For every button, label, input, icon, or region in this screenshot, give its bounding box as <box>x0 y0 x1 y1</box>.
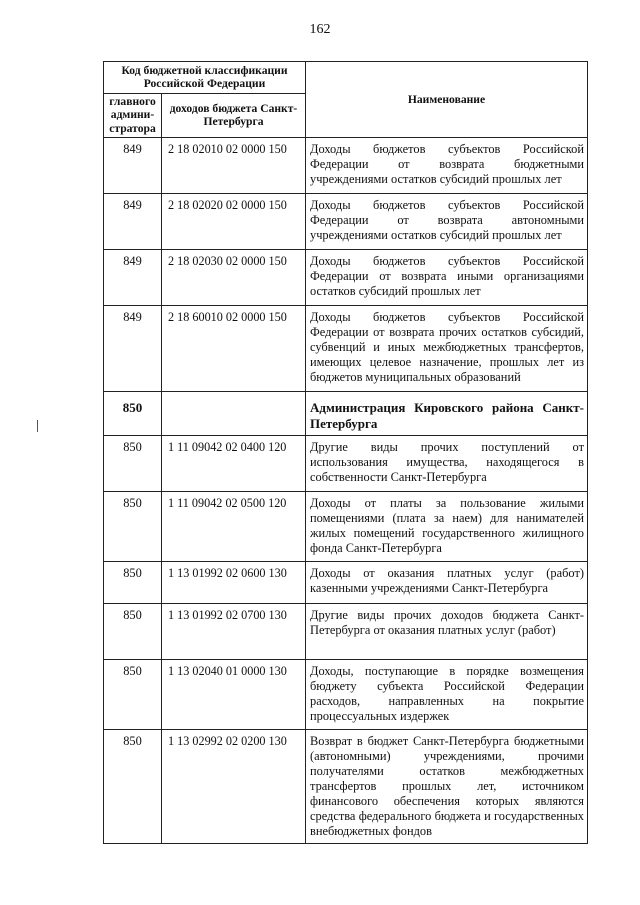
name-cell: Доходы бюджетов субъектов Российской Федерации от возврата иными организациями остатков субсидий прошлых лет <box>306 249 588 305</box>
admin-code-cell: 850 <box>104 435 162 491</box>
admin-code-cell: 850 <box>104 491 162 561</box>
revenue-code-cell: 2 18 02030 02 0000 150 <box>162 249 306 305</box>
name-cell: Другие виды прочих поступлений от использования имущества, находящегося в собственности Санкт-Петербурга <box>306 435 588 491</box>
name-cell: Возврат в бюджет Санкт-Петербурга бюджетными (автономными) учреждениями, прочими получателями остатков межбюджетных трансфертов прошлых лет, источником финансового обеспечения которых являются средства федерального бюджета и государственных внебюджетных фондов <box>306 729 588 843</box>
table-row <box>104 729 588 843</box>
table-row <box>104 561 588 603</box>
name-cell: Другие виды прочих доходов бюджета Санкт-Петербурга от оказания платных услуг (работ) <box>306 603 588 659</box>
revenue-code-cell: 2 18 02010 02 0000 150 <box>162 137 306 193</box>
margin-mark <box>37 420 38 432</box>
table-row <box>104 435 588 491</box>
admin-code-cell: 850 <box>104 603 162 659</box>
revenue-code-cell <box>162 391 306 435</box>
admin-code-cell: 849 <box>104 137 162 193</box>
name-cell: Доходы от платы за пользование жилыми помещениями (плата за наем) для нанимателей жилых помещений государственного жилищного фонда Санкт-Петербурга <box>306 491 588 561</box>
table-row <box>104 193 588 249</box>
revenue-code-cell: 1 13 01992 02 0700 130 <box>162 603 306 659</box>
name-cell: Доходы от оказания платных услуг (работ) казенными учреждениями Санкт-Петербурга <box>306 561 588 603</box>
name-column-header: Наименование <box>306 62 588 138</box>
budget-classification-table <box>103 61 588 844</box>
revenue-code-cell: 1 13 02040 01 0000 130 <box>162 659 306 729</box>
name-cell: Доходы, поступающие в порядке возмещения бюджету субъекта Российской Федерации расходов, направленных на покрытие процессуальных издержек <box>306 659 588 729</box>
classification-header: Код бюджетной классификации Российской Федерации <box>104 62 306 94</box>
name-cell: Доходы бюджетов субъектов Российской Федерации от возврата автономными учреждениями остатков субсидий прошлых лет <box>306 193 588 249</box>
admin-code-cell: 850 <box>104 659 162 729</box>
section-row <box>104 391 588 435</box>
revenue-code-cell: 1 11 09042 02 0400 120 <box>162 435 306 491</box>
revenue-code-cell: 2 18 02020 02 0000 150 <box>162 193 306 249</box>
name-cell: Доходы бюджетов субъектов Российской Федерации от возврата бюджетными учреждениями остатков субсидий прошлых лет <box>306 137 588 193</box>
revenue-code-cell: 1 13 01992 02 0600 130 <box>162 561 306 603</box>
admin-code-cell: 849 <box>104 249 162 305</box>
table-row <box>104 491 588 561</box>
page-number: 162 <box>309 22 331 37</box>
admin-code-cell: 850 <box>104 391 162 435</box>
revenue-column-header: доходов бюджета Санкт-Петербурга <box>162 93 306 137</box>
name-cell: Администрация Кировского района Санкт-Петербурга <box>306 391 588 435</box>
admin-column-header: главного админи-стратора <box>104 93 162 137</box>
name-cell: Доходы бюджетов субъектов Российской Федерации от возврата прочих остатков субсидий, субвенций и иных межбюджетных трансфертов, имеющих целевое назначение, прошлых лет из бюджетов муниципальных образований <box>306 305 588 391</box>
admin-code-cell: 849 <box>104 305 162 391</box>
admin-code-cell: 850 <box>104 729 162 843</box>
table-row <box>104 249 588 305</box>
revenue-code-cell: 1 11 09042 02 0500 120 <box>162 491 306 561</box>
table-row <box>104 659 588 729</box>
table-row <box>104 305 588 391</box>
revenue-code-cell: 2 18 60010 02 0000 150 <box>162 305 306 391</box>
admin-code-cell: 849 <box>104 193 162 249</box>
table-row <box>104 603 588 659</box>
revenue-code-cell: 1 13 02992 02 0200 130 <box>162 729 306 843</box>
table-row <box>104 137 588 193</box>
admin-code-cell: 850 <box>104 561 162 603</box>
table-body <box>104 137 588 843</box>
